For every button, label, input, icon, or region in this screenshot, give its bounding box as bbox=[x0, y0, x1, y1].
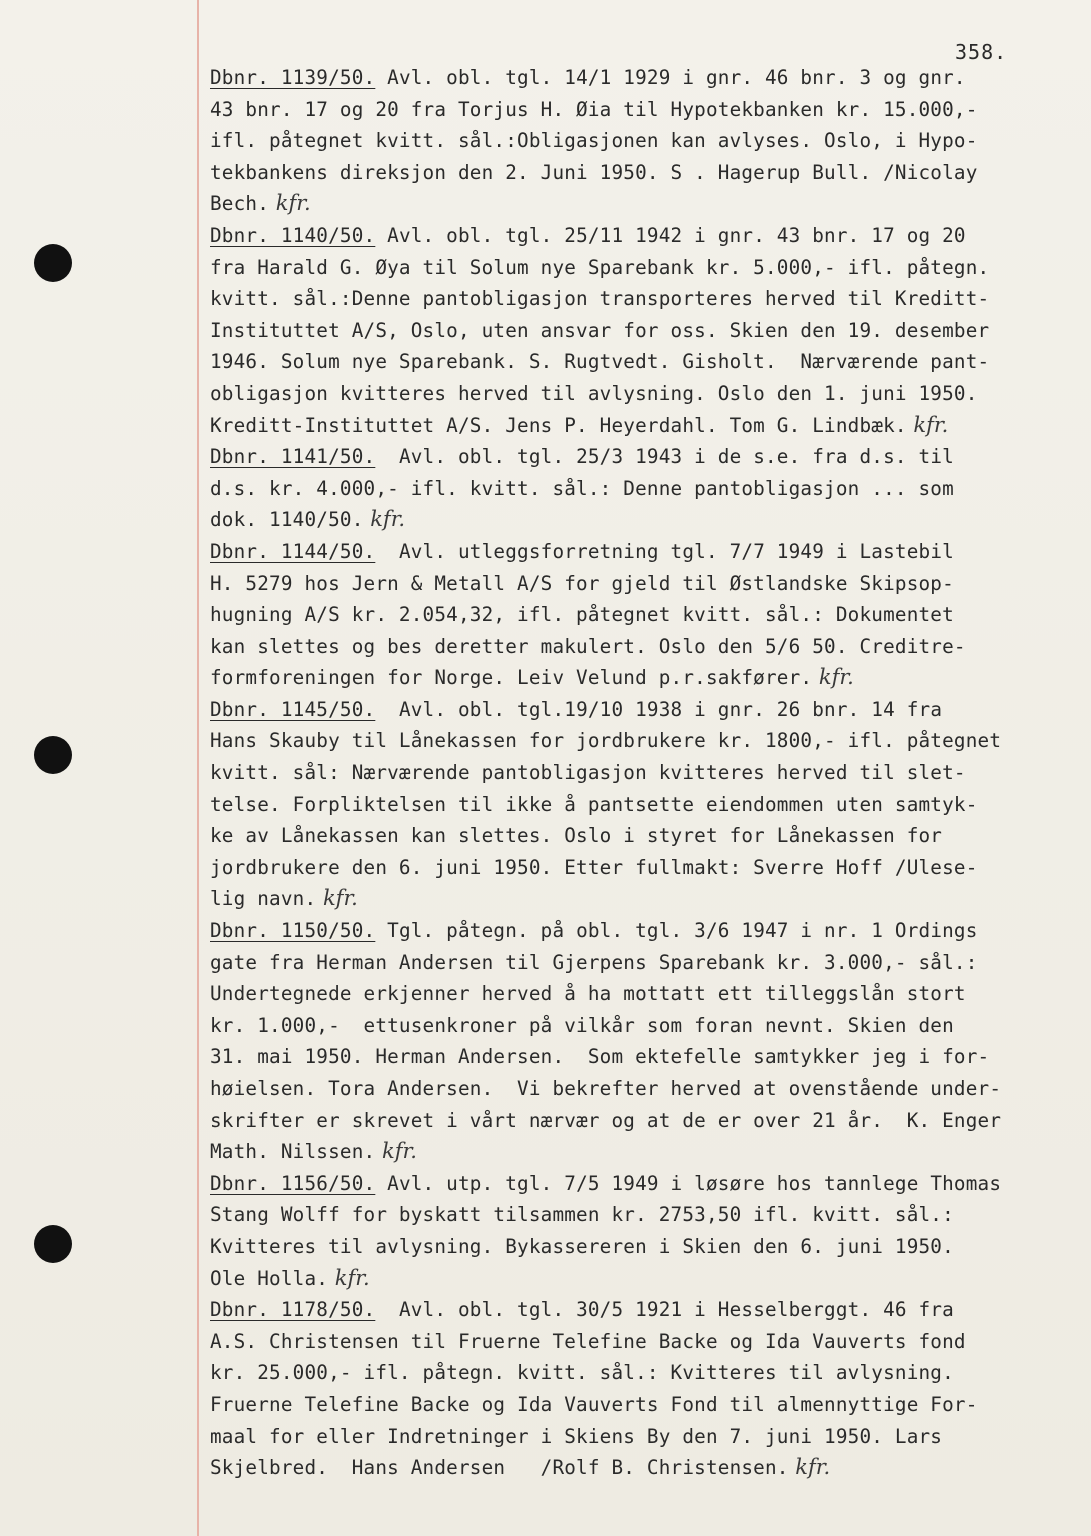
line-text: Stang Wolff for byskatt tilsammen kr. 2753,50 ifl. kvitt. sål.: bbox=[210, 1203, 954, 1227]
handwritten-initials: kfr. bbox=[328, 1265, 370, 1290]
text-line bbox=[210, 1326, 1075, 1358]
handwritten-initials: kfr. bbox=[316, 886, 358, 911]
line-text: ifl. påtegnet kvitt. sål.:Obligasjonen kan avlyses. Oslo, i Hypo- bbox=[210, 129, 978, 153]
text-line bbox=[210, 662, 1075, 694]
line-text: kvitt. sål.:Denne pantobligasjon transporteres herved til Kreditt- bbox=[210, 287, 990, 311]
text-line bbox=[210, 820, 1075, 852]
line-text: Avl. utp. tgl. 7/5 1949 i løsøre hos tannlege Thomas bbox=[375, 1171, 1002, 1195]
line-text: fra Harald G. Øya til Solum nye Sparebank kr. 5.000,- ifl. påtegn. bbox=[210, 255, 990, 279]
text-line bbox=[210, 947, 1075, 979]
handwritten-initials: kfr. bbox=[269, 191, 311, 216]
line-text: kvitt. sål: Nærværende pantobligasjon kvitteres herved til slet- bbox=[210, 761, 966, 785]
text-line bbox=[210, 599, 1075, 631]
handwritten-initials: kfr. bbox=[906, 412, 949, 437]
handwritten-initials: kfr. bbox=[363, 507, 406, 532]
text-line bbox=[210, 220, 1075, 252]
text-line bbox=[210, 188, 1075, 220]
text-line bbox=[210, 1357, 1075, 1389]
text-line bbox=[210, 1263, 1075, 1295]
line-text: telse. Forpliktelsen til ikke å pantsette eiendommen uten samtyk- bbox=[210, 792, 978, 816]
text-line bbox=[210, 978, 1075, 1010]
text-line bbox=[210, 757, 1075, 789]
line-text: ke av Lånekassen kan slettes. Oslo i styret for Lånekassen for bbox=[210, 824, 943, 848]
line-text: Kvitteres til avlysning. Bykassereren i Skien den 6. juni 1950. bbox=[210, 1234, 954, 1258]
line-text: Hans Skauby til Lånekassen for jordbrukere kr. 1800,- ifl. påtegnet bbox=[210, 729, 1002, 753]
entry-reference: Dbnr. 1144/50. bbox=[210, 539, 376, 563]
handwritten-initials: kfr. bbox=[788, 1455, 831, 1480]
entry-reference: Dbnr. 1140/50. bbox=[210, 223, 376, 247]
line-text: formforeningen for Norge. Leiv Velund p.r.sakfører. bbox=[210, 666, 813, 690]
text-line bbox=[210, 789, 1075, 821]
line-text: gate fra Herman Andersen til Gjerpens Sparebank kr. 3.000,- sål.: bbox=[210, 950, 978, 974]
line-text: Math. Nilssen. bbox=[210, 1140, 376, 1164]
entry-reference: Dbnr. 1139/50. bbox=[210, 66, 376, 89]
line-text: Avl. obl. tgl. 25/11 1942 i gnr. 43 bnr. 17 og 20 bbox=[375, 223, 966, 247]
text-line bbox=[210, 1010, 1075, 1042]
text-line bbox=[210, 883, 1075, 915]
line-text: maal for eller Indretninger i Skiens By den 7. juni 1950. Lars bbox=[210, 1424, 943, 1448]
page-number: 358. bbox=[955, 40, 1008, 64]
text-line bbox=[210, 1105, 1075, 1137]
line-text: lig navn. bbox=[210, 887, 317, 911]
line-text: Undertegnede erkjenner herved å ha mottatt ett tilleggslån stort bbox=[210, 982, 966, 1006]
text-line bbox=[210, 504, 1075, 536]
line-text: kr. 1.000,- ettusenkroner på vilkår som foran nevnt. Skien den bbox=[210, 1013, 954, 1037]
line-text: skrifter er skrevet i vårt nærvær og at de er over 21 år. K. Enger bbox=[210, 1108, 1002, 1132]
text-line bbox=[210, 1294, 1075, 1326]
text-line bbox=[210, 1231, 1075, 1263]
text-line bbox=[210, 1452, 1075, 1484]
line-text: kan slettes og bes deretter makulert. Oslo den 5/6 50. Creditre- bbox=[210, 634, 966, 658]
text-line bbox=[210, 283, 1075, 315]
entry-reference: Dbnr. 1150/50. bbox=[210, 919, 376, 943]
line-text: Fruerne Telefine Backe og Ida Vauverts Fond til almennyttige For- bbox=[210, 1392, 978, 1416]
line-text: høielsen. Tora Andersen. Vi bekrefter herved at ovenstående under- bbox=[210, 1077, 1002, 1100]
entry-reference: Dbnr. 1178/50. bbox=[210, 1298, 376, 1322]
text-line bbox=[210, 536, 1075, 568]
text-line bbox=[210, 1136, 1075, 1168]
line-text: Instituttet A/S, Oslo, uten ansvar for oss. Skien den 19. desember bbox=[210, 318, 990, 342]
entry-reference: Dbnr. 1145/50. bbox=[210, 697, 376, 721]
text-line bbox=[210, 346, 1075, 378]
line-text: obligasjon kvitteres herved til avlysning. Oslo den 1. juni 1950. bbox=[210, 381, 978, 405]
handwritten-initials: kfr. bbox=[812, 665, 854, 690]
text-line bbox=[210, 62, 1075, 94]
text-line bbox=[210, 631, 1075, 663]
line-text: Bech. bbox=[210, 192, 270, 216]
line-text: 31. mai 1950. Herman Andersen. Som ektefelle samtykker jeg i for- bbox=[210, 1045, 990, 1069]
line-text: tekbankens direksjon den 2. Juni 1950. S . Hagerup Bull. /Nicolay bbox=[210, 160, 978, 184]
margin-rule bbox=[197, 0, 199, 1536]
punch-hole bbox=[34, 244, 72, 282]
line-text: Avl. obl. tgl.19/10 1938 i gnr. 26 bnr. 14 fra bbox=[375, 697, 943, 721]
text-line bbox=[210, 725, 1075, 757]
text-line bbox=[210, 852, 1075, 884]
line-text: Avl. obl. tgl. 30/5 1921 i Hesselberggt. 46 fra bbox=[375, 1298, 954, 1322]
entry-reference: Dbnr. 1141/50. bbox=[210, 445, 376, 469]
line-text: Avl. obl. tgl. 25/3 1943 i de s.e. fra d.s. til bbox=[375, 445, 954, 469]
line-text: hugning A/S kr. 2.054,32, ifl. påtegnet kvitt. sål.: Dokumentet bbox=[210, 603, 954, 627]
line-text: Ole Holla. bbox=[210, 1266, 329, 1290]
line-text: Kreditt-Instituttet A/S. Jens P. Heyerdahl. Tom G. Lindbæk. bbox=[210, 413, 907, 437]
text-line bbox=[210, 315, 1075, 347]
text-line bbox=[210, 694, 1075, 726]
line-text: dok. 1140/50. bbox=[210, 508, 364, 532]
text-line bbox=[210, 378, 1075, 410]
punch-hole bbox=[34, 736, 72, 774]
text-line bbox=[210, 1199, 1075, 1231]
text-line bbox=[210, 568, 1075, 600]
handwritten-initials: kfr. bbox=[375, 1139, 417, 1164]
text-line bbox=[210, 1421, 1075, 1453]
text-line bbox=[210, 915, 1075, 947]
line-text: H. 5279 hos Jern & Metall A/S for gjeld til Østlandske Skipsop- bbox=[210, 571, 954, 595]
text-line bbox=[210, 1389, 1075, 1421]
register-text bbox=[210, 62, 1075, 1484]
text-line bbox=[210, 1041, 1075, 1073]
text-line bbox=[210, 473, 1075, 505]
line-text: Avl. obl. tgl. 14/1 1929 i gnr. 46 bnr. 3 og gnr. bbox=[375, 66, 966, 89]
text-line bbox=[210, 125, 1075, 157]
line-text: d.s. kr. 4.000,- ifl. kvitt. sål.: Denne pantobligasjon ... som bbox=[210, 476, 954, 500]
line-text: jordbrukere den 6. juni 1950. Etter fullmakt: Sverre Hoff /Ulese- bbox=[210, 855, 978, 879]
text-line bbox=[210, 410, 1075, 442]
line-text: Skjelbred. Hans Andersen /Rolf B. Christensen. bbox=[210, 1456, 789, 1480]
text-line bbox=[210, 441, 1075, 473]
line-text: A.S. Christensen til Fruerne Telefine Backe og Ida Vauverts fond bbox=[210, 1329, 966, 1353]
text-line bbox=[210, 157, 1075, 189]
text-line bbox=[210, 1073, 1075, 1105]
line-text: Tgl. påtegn. på obl. tgl. 3/6 1947 i nr. 1 Ordings bbox=[375, 919, 978, 943]
line-text: 1946. Solum nye Sparebank. S. Rugtvedt. Gisholt. Nærværende pant- bbox=[210, 350, 990, 374]
entry-reference: Dbnr. 1156/50. bbox=[210, 1171, 376, 1195]
line-text: kr. 25.000,- ifl. påtegn. kvitt. sål.: Kvitteres til avlysning. bbox=[210, 1361, 954, 1385]
punch-hole bbox=[34, 1225, 72, 1263]
text-line bbox=[210, 94, 1075, 126]
line-text: Avl. utleggsforretning tgl. 7/7 1949 i Lastebil bbox=[375, 539, 954, 563]
line-text: 43 bnr. 17 og 20 fra Torjus H. Øia til Hypotekbanken kr. 15.000,- bbox=[210, 97, 978, 121]
text-line bbox=[210, 1168, 1075, 1200]
text-line bbox=[210, 252, 1075, 284]
